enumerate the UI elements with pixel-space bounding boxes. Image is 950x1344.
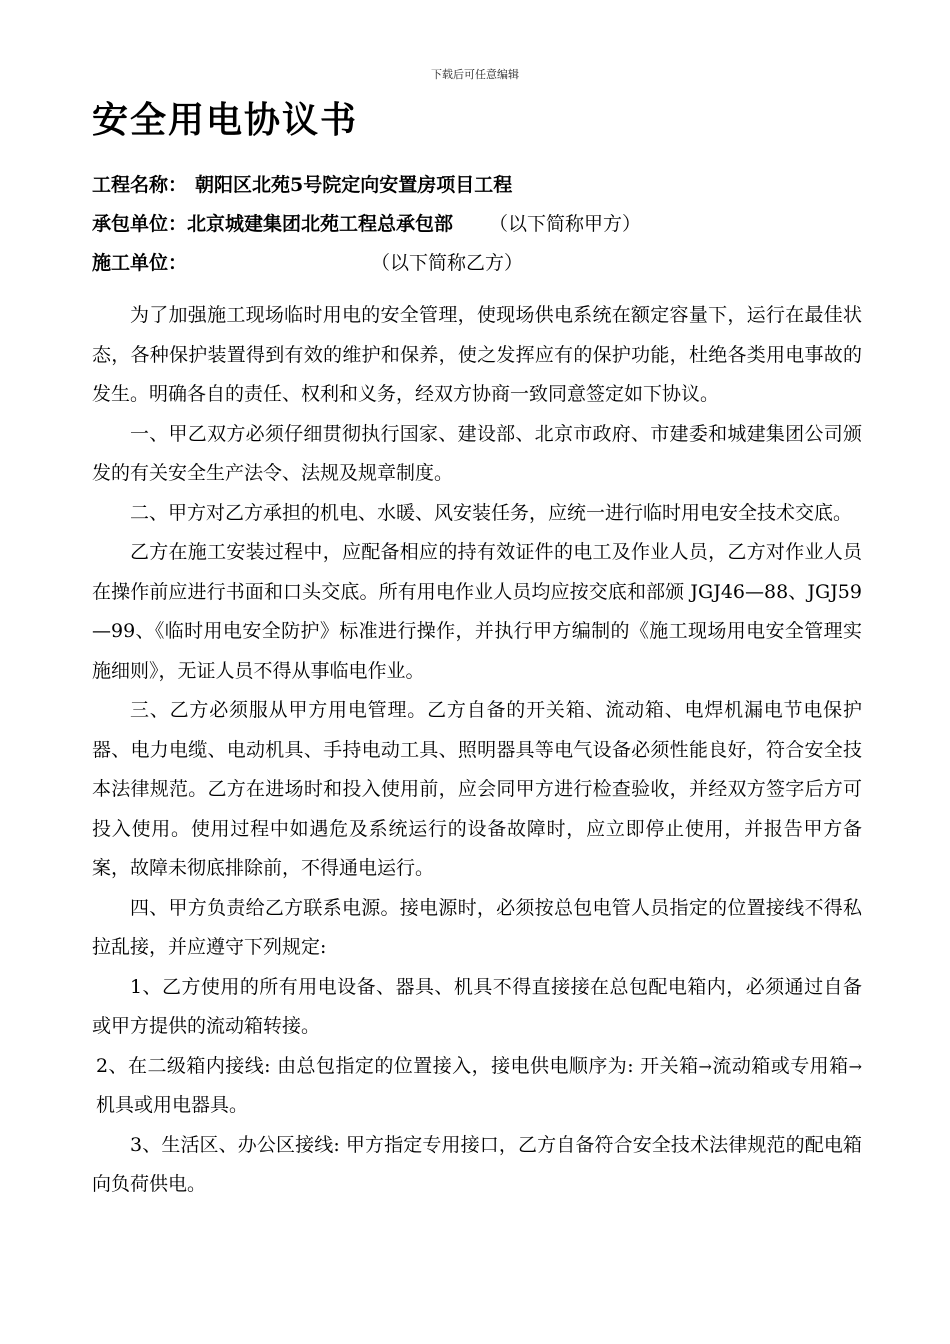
builder-line [92,248,523,275]
contractor-alias: （以下简称甲方） [489,213,642,235]
clause-4: 四、甲方负责给乙方联系电源。接电源时，必须按总包电管人员指定的位置接线不得私拉乱接，并应遵守下列规定: [92,896,862,958]
clause-4-item-1: 1、乙方使用的所有用电设备、器具、机具不得直接接在总包配电箱内，必须通过自备或甲方提供的流动箱转接。 [92,975,862,1037]
project-line [92,170,512,197]
contractor-label: 承包单位： [92,213,188,235]
item2-mid: 流动箱或专用箱 [711,1054,849,1077]
intro-paragraph: 为了加强施工现场临时用电的安全管理，使现场供电系统在额定容量下，运行在最佳状态，各种保护装置得到有效的维护和保养，使之发挥应有的保护功能，杜绝各类用电事故的发生。明确各自的责任、权利和义务，经双方协商一致同意签定如下协议。 [92,304,862,405]
clause-2-detail: 乙方在施工安装过程中，应配备相应的持有效证件的电工及作业人员，乙方对作业人员在操作前应进行书面和口头交底。所有用电作业人员均应按交底和部颁 JGJ46—88、JGJ59—99、《临时用电安全防护》标准进行操作，并执行甲方编制的《施工现场用电安全管理实施细则》，无证人员不得从事临电作业。 [92,541,862,682]
item2-prefix: 2、在二级箱内接线: 由总包指定的位置接入，接电供电顺序为: 开关箱 [96,1054,699,1077]
project-label: 工程名称： [92,174,188,196]
header-note: 下载后可任意编辑 [431,68,519,81]
clause-4-item-3: 3、生活区、办公区接线: 甲方指定专用接口，乙方自备符合安全技术法律规范的配电箱向负荷供电。 [92,1133,862,1195]
contractor-name: 北京城建集团北苑工程总承包部 [187,213,454,235]
contractor-line [92,209,641,236]
builder-label: 施工单位： [92,252,188,274]
builder-alias: （以下简称乙方） [371,252,524,274]
project-name: 朝阳区北苑5号院定向安置房项目工程 [195,174,513,196]
arrow-icon: → [848,1056,862,1076]
item2-tail: 机具或用电器具。 [96,1094,249,1116]
agreement-body [92,296,862,1205]
clause-2: 二、甲方对乙方承担的机电、水暖、风安装任务，应统一进行临时用电安全技术交底。 [130,501,853,524]
clause-1: 一、甲乙双方必须仔细贯彻执行国家、建设部、北京市政府、市建委和城建集团公司颁发的有关安全生产法令、法规及规章制度。 [92,422,862,484]
document-title: 安全用电协议书 [92,100,359,141]
clause-3: 三、乙方必须服从甲方用电管理。乙方自备的开关箱、流动箱、电焊机漏电节电保护器、电力电缆、电动机具、手持电动工具、照明器具等电气设备必须性能良好，符合安全技本法律规范。乙方在进场时和投入使用前，应会同甲方进行检查验收，并经双方签字后方可投入使用。使用过程中如遇危及系统运行的设备故障时，应立即停止使用，并报告甲方备案，故障未彻底排除前，不得通电运行。 [92,699,862,879]
arrow-icon: → [698,1056,712,1076]
clause-4-item-2 [94,1047,862,1126]
